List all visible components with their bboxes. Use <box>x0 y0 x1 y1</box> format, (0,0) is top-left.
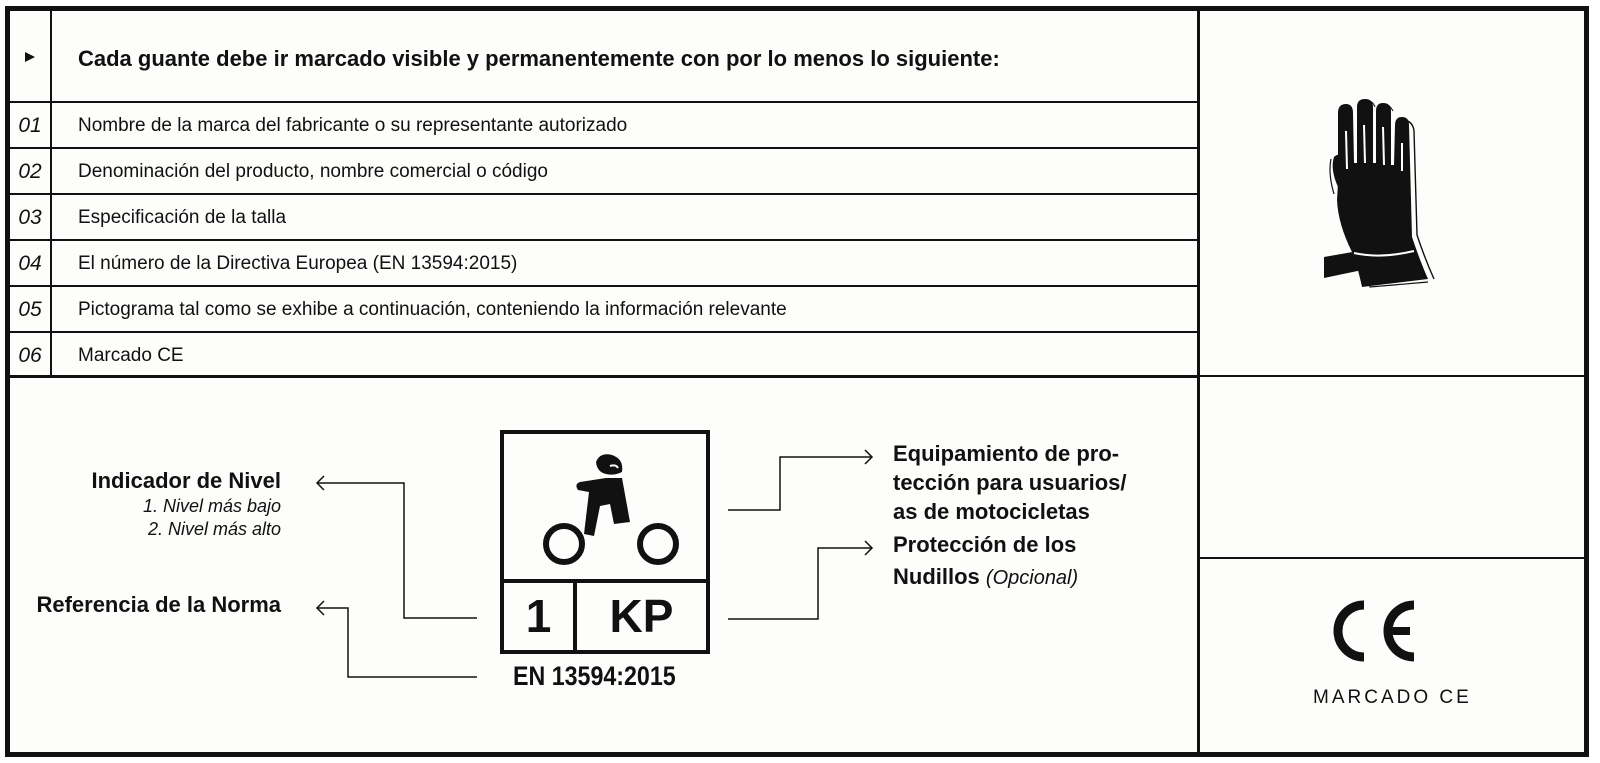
level-high-text: 2. Nivel más alto <box>147 519 281 539</box>
header-title: Cada guante debe ir marcado visible y permanentemente con por lo menos lo siguiente: <box>78 46 1000 71</box>
row-number: 03 <box>18 206 42 229</box>
knuckle-label-line <box>893 561 1078 594</box>
glove-icon <box>1310 99 1440 299</box>
equipment-label-line: tección para usuarios/ <box>893 470 1127 495</box>
side-divider <box>1198 375 1584 377</box>
marking-table <box>5 6 1589 757</box>
knuckle-optional-text: (Opcional) <box>985 567 1079 589</box>
knuckle-label <box>893 529 1078 594</box>
row-number: 04 <box>18 252 42 275</box>
level-indicator-title: Indicador de Nivel <box>91 468 281 493</box>
standard-code: EN 13594:2015 <box>513 661 676 691</box>
protection-code: KP <box>609 590 674 642</box>
row-text: Nombre de la marca del fabricante o su representante autorizado <box>78 115 628 136</box>
connector-lines <box>10 11 1198 752</box>
row-number: 06 <box>18 344 42 367</box>
row-number: 02 <box>18 160 42 183</box>
row-text: Denominación del producto, nombre comercial o código <box>78 161 548 182</box>
ce-label: MARCADO CE <box>1313 687 1472 708</box>
side-divider <box>1198 557 1584 559</box>
knuckle-label-line: Protección de los <box>893 532 1077 557</box>
equipment-label <box>893 439 1127 526</box>
level-low-text: 1. Nivel más bajo <box>142 496 281 516</box>
row-text: Marcado CE <box>78 345 184 366</box>
row-text: Especificación de la talla <box>78 207 287 228</box>
row-text: Pictograma tal como se exhibe a continuación, conteniendo la información relevante <box>78 299 787 320</box>
equipment-label-line: Equipamiento de pro- <box>893 441 1120 466</box>
row-number: 01 <box>18 114 42 137</box>
norm-reference-label: Referencia de la Norma <box>36 592 281 617</box>
protection-level: 1 <box>525 590 552 642</box>
knuckle-label-text: Nudillos <box>893 564 980 589</box>
row-number: 05 <box>18 298 42 321</box>
row-text: El número de la Directiva Europea (EN 13594:2015) <box>78 253 518 274</box>
equipment-label-line: as de motocicletas <box>893 499 1090 524</box>
ce-mark-icon <box>1326 599 1422 668</box>
